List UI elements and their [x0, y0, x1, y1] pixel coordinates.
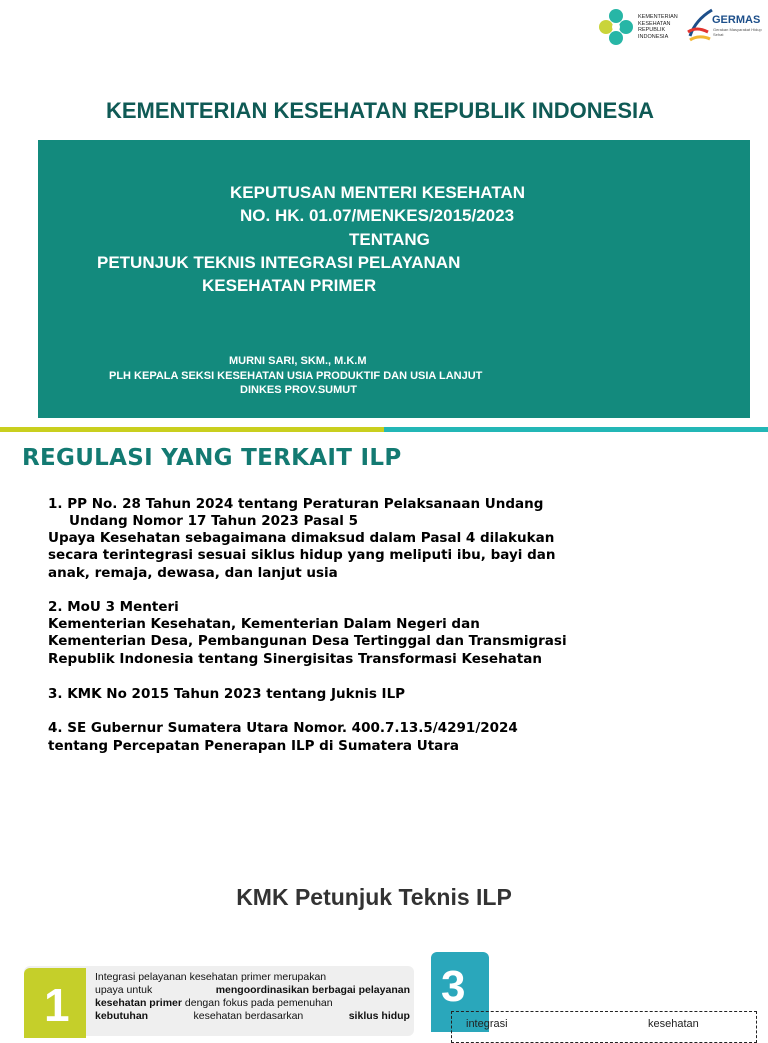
regulation-line: Undang Nomor 17 Tahun 2023 Pasal 5	[69, 513, 358, 529]
logo-line: REPUBLIK	[638, 27, 666, 33]
regulation-line: tentang Percepatan Penerapan ILP di Sumatera Utara	[48, 738, 460, 754]
decree-line-1: KEPUTUSAN MENTERI KESEHATAN	[230, 183, 525, 202]
decree-line-5: KESEHATAN PRIMER	[202, 276, 377, 295]
card-text-line: kebutuhan	[95, 1010, 149, 1022]
page-title: KEMENTERIAN KESEHATAN REPUBLIK INDONESIA	[106, 98, 654, 123]
kmk-title: KMK Petunjuk Teknis ILP	[236, 884, 512, 910]
germas-tagline: Gerakan Masyarakat Hidup Sehat	[713, 27, 762, 37]
card-text-line: siklus hidup	[348, 1010, 410, 1022]
card-text-line: kesehatan primer	[95, 997, 182, 1009]
regulation-line: Upaya Kesehatan sebagaimana dimaksud dalam Pasal 4 dilakukan	[48, 530, 555, 546]
card-text-line: upaya untuk	[95, 984, 153, 996]
card-text-line: mengoordinasikan berbagai pelayanan	[215, 984, 410, 996]
card-number: 1	[44, 979, 70, 1031]
germas-emblem-icon	[686, 6, 714, 42]
card-text-line: Integrasi pelayanan kesehatan primer merupakan	[95, 971, 327, 983]
decree-panel	[38, 140, 750, 418]
dashed-box-text: kesehatan	[648, 1018, 699, 1030]
kemenkes-logo	[598, 8, 682, 48]
logo-line: INDONESIA	[638, 33, 669, 40]
dashed-box-text: integrasi	[466, 1018, 508, 1030]
regulation-line: anak, remaja, dewasa, dan lanjut usia	[48, 565, 338, 581]
germas-logo	[686, 6, 766, 46]
section-title: REGULASI YANG TERKAIT ILP	[22, 445, 402, 471]
logo-line: KEMENTERIAN	[638, 14, 678, 20]
regulation-line: Republik Indonesia tentang Sinergisitas Transformasi Kesehatan	[48, 651, 542, 667]
logo-line: KESEHATAN	[638, 20, 671, 27]
divider-yellow	[0, 427, 384, 432]
presenter-role: PLH KEPALA SEKSI KESEHATAN USIA PRODUKTIF DAN USIA LANJUT	[109, 370, 483, 382]
regulation-line: Kementerian Desa, Pembangunan Desa Tertinggal dan Transmigrasi	[48, 633, 567, 649]
card-number: 3	[441, 962, 466, 1011]
decree-line-2: NO. HK. 01.07/MENKES/2015/2023	[240, 206, 515, 225]
regulation-line: 1. PP No. 28 Tahun 2024 tentang Peraturan Pelaksanaan Undang	[48, 496, 544, 512]
regulation-line: 3. KMK No 2015 Tahun 2023 tentang Juknis ILP	[48, 686, 406, 702]
card-number-badge	[24, 968, 86, 1038]
regulation-line: 4. SE Gubernur Sumatera Utara Nomor. 400.7.13.5/4291/2024	[48, 720, 518, 736]
regulation-line: 2. MoU 3 Menteri	[48, 599, 179, 615]
presenter-org: DINKES PROV.SUMUT	[240, 384, 357, 396]
presenter-name: MURNI SARI, SKM., M.K.M	[229, 355, 367, 367]
divider-teal	[384, 427, 768, 432]
germas-wordmark: GERMAS	[712, 14, 761, 26]
decree-line-3: TENTANG	[349, 230, 430, 249]
decree-line-4: PETUNJUK TEKNIS INTEGRASI PELAYANAN	[97, 253, 461, 272]
kemenkes-emblem-icon	[598, 8, 634, 46]
card-1-text	[95, 971, 410, 1023]
card-text-line: dengan fokus pada pemenuhan	[184, 997, 333, 1009]
card-text-line: kesehatan berdasarkan	[193, 1010, 304, 1022]
regulation-line: Kementerian Kesehatan, Kementerian Dalam Negeri dan	[48, 616, 480, 632]
regulation-line: secara terintegrasi sesuai siklus hidup yang meliputi ibu, bayi dan	[48, 547, 556, 563]
dashed-box	[451, 1011, 757, 1043]
